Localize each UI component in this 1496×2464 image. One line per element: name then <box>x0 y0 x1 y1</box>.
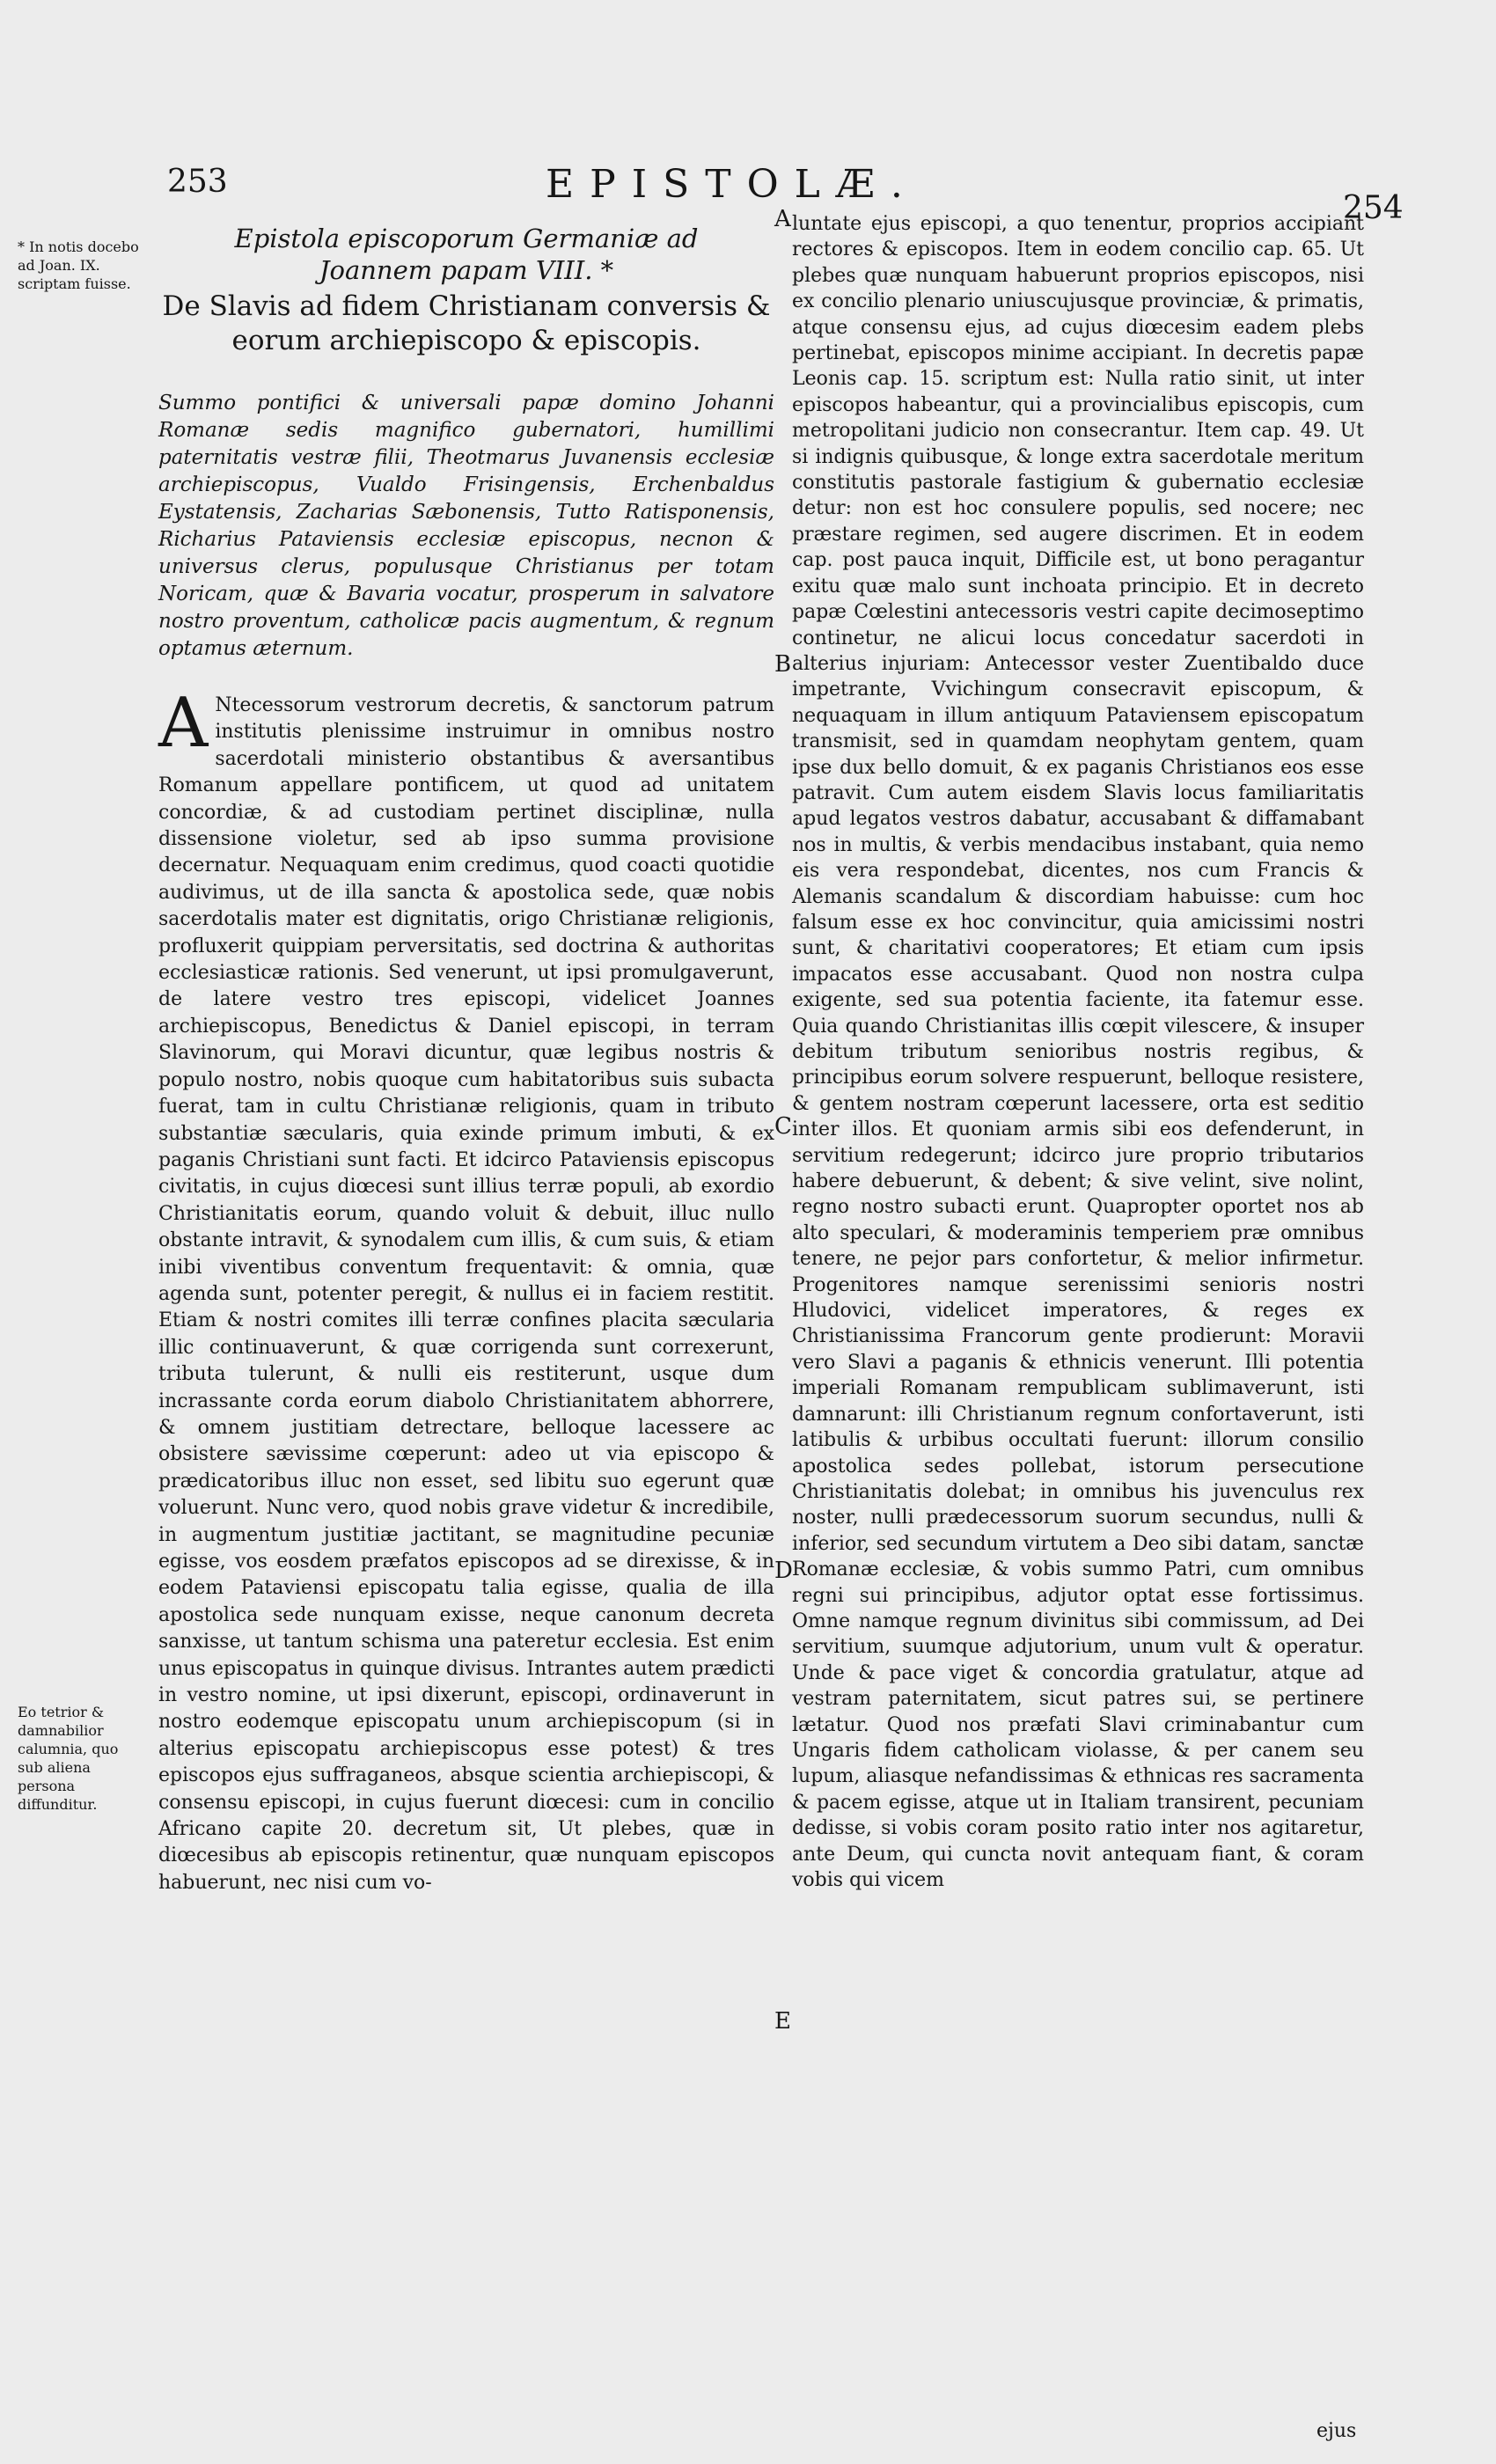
left-body-content: Ntecessorum vestrorum decretis, & sanctorum patrum institutis plenissime instruimur in omnibus nostro sacerdotali ministerio obstantibus & aversantibus Romanum appellare pontificem, ut quod ad unitatem concordiæ, & ad custodiam pertinet disciplinæ, nulla dissensione violetur, sed ab ipso summa provisione decernatur. Nequaquam enim credimus, quod coacti quotidie audivimus, ut de illa sancta & apostolica sede, quæ nobis sacerdotalis mater est dignitatis, origo Christianæ religionis, profluxerit quippiam perversitatis, sed doctrina & authoritas ecclesiasticæ rationis. Sed venerunt, ut ipsi promulgaverunt, de latere vestro tres episcopi, videlicet Joannes archiepiscopus, Benedictus & Daniel episcopi, in terram Slavinorum, qui Moravi dicuntur, quæ legibus nostris & populo nostro, nobis quoque cum habitatoribus suis subacta fuerat, tam in cultu Christianæ religionis, quam in tributo substantiæ sæcularis, quia exinde primum imbuti, & ex paganis Christiani sunt facti. Et idcirco Pataviensis episcopus civitatis, in cujus diœcesi sunt illius terræ populi, ab exordio Christianitatis eorum, quando voluit & debuit, illuc nullo obstante intravit, & synodalem cum illis, & cum suis, & etiam inibi viventibus conventum frequentavit: & omnia, quæ agenda sunt, potenter peregit, & nullus ei in faciem restitit. Etiam & nostri comites illi terræ confines placita sæcularia illic continuaverunt, & quæ corrigenda sunt correxerunt, tributa tulerunt, & nulli eis restiterunt, usque dum incrassante corda eorum diabolo Christianitatem abhorrere, & omnem justitiam detrectare, belloque lacessere ac obsistere sævissime cœperunt: adeo ut via episcopo & prædicatoribus illuc non esset, sed libitu suo egerunt quæ voluerunt. Nunc vero, quod nobis grave videtur & incredibile, in augmentum justitiæ jactitant, se magnitudine pecuniæ egisse, vos eosdem præfatos episcopos ad se direxisse, & in eodem Pataviensi episcopatu talia egisse, qualia de illa apostolica sede nunquam exisse, neque canonum decreta sanxisse, ut tantum schisma una pateretur ecclesia. Est enim unus episcopatus in quinque divisus. Intrantes autem prædicti in vestro nomine, ut ipsi dixerunt, episcopi, ordinaverunt in nostro eodemque episcopatu unum archiepiscopum (si in alterius episcopatu archiepiscopus esse potest) & tres episcopos ejus suffraganeos, absque scientia archiepiscopi, & consensu episcopi, in cujus fuerunt diœcesi: cum in concilio Africano capite 20. decretum sit, Ut plebes, quæ in diœcesibus ab episcopis retinentur, quæ nunquam episcopos habuerunt, nec nisi cum vo- <box>158 694 774 1894</box>
running-title: EPISTOLÆ. <box>546 162 919 207</box>
letter-subtitle: Epistola episcoporum Germaniæ ad Joannem papam VIII. * <box>234 224 699 285</box>
left-body-text <box>158 684 774 1896</box>
left-column <box>158 216 774 1896</box>
right-column <box>792 211 1364 1893</box>
section-marker-e: E <box>774 2008 791 2035</box>
section-marker-a: A <box>774 206 791 232</box>
drop-cap: A <box>158 684 209 763</box>
right-body-text: luntate ejus episcopi, a quo tenentur, proprios accipiant rectores & episcopos. Item in eodem concilio cap. 65. Ut plebes quæ nunquam habuerunt proprios episcopos, nisi ex concilio plenario uniuscujusque provinciæ, & primatis, atque consensu ejus, ad cujus diœcesim eadem plebs pertinebat, episcopos minime accipiant. In decretis papæ Leonis cap. 15. scriptum est: Nulla ratio sinit, ut inter episcopos habeantur, qui a provincialibus episcopis, cum metropolitani judicio non consecrantur. Item cap. 49. Ut si indignis quibusque, & longe extra sacerdotale meritum constitutis pastorale fastigium & gubernatio ecclesiæ detur: non est hoc consulere populis, sed nocere; nec præstare regimen, sed augere discrimen. Et in eodem cap. post pauca inquit, Difficile est, ut bono peragantur exitu quæ malo sunt inchoata principio. Et in decreto papæ Cœlestini antecessoris vestri capite decimoseptimo continetur, ne alicui locus concedatur sacerdoti in alterius injuriam: Antecessor vester Zuentibaldo duce impetrante, Vvichingum consecravit episcopum, & nequaquam in illum antiquum Pataviensem episcopatum transmisit, sed in quamdam neophytam gentem, quam ipse dux bello domuit, & ex paganis Christianos eos esse patravit. Cum autem eisdem Slavis locus familiaritatis apud legatos vestros dabatur, accusabant & diffamabant nos in multis, & verbis mendacibus instabant, quia nemo eis vera respondebat, dicentes, nos cum Francis & Alemanis scandalum & discordiam habuisse: cum hoc falsum esse ex hoc convincitur, quia amicissimi nostri sunt, & charitativi cooperatores; Et etiam cum ipsis impacatos esse accusabant. Quod non nostra culpa exigente, sed sua potentia faciente, ita fatemur esse. Quia quando Christianitas illis cœpit vilescere, & insuper debitum tributum senioribus nostris regibus, & principibus eorum solvere respuerunt, belloque resistere, & gentem nostram cœperunt lacessere, orta est seditio inter illos. Et quoniam armis sibi eos defenderunt, in servitium redegerunt; idcirco jure proprio tributarios habere debuerunt, & debent; & sive velint, sive nolint, regno nostro subacti erunt. Quapropter oportet nos ab alto speculari, & moderaminis temperiem præ omnibus tenere, ne pejor pars confortetur, & melior infirmetur. Progenitores namque serenissimi senioris nostri Hludovici, videlicet imperatores, & reges ex Christianissima Francorum gente prodierunt: Moravii vero Slavi a paganis & ethnicis venerunt. Illi potentia imperiali Romanam rempublicam sublimaverunt, isti damnarunt: illi Christianum regnum confortaverunt, isti latibulis & urbibus occultati fuerunt: illorum consilio apostolica sedes pollebat, istorum persecutione Christianitatis dolebat; in omnibus his juvenculus rex noster, nulli prædecessorum suorum secundus, nulli & inferior, sed secundum virtutem a Deo sibi datam, sanctæ Romanæ ecclesiæ, & vobis summo Patri, cum omnibus regni sui principibus, adjutor optat esse fortissimus. Omne namque regnum divinitus sibi commissum, ad Dei servitium, suumque adjutorium, unum vult & operatur. Unde & pace viget & concordia gratulatur, atque ad vestram paternitatem, sicut patres sui, se pertinere lætatur. Quod nos præfati Slavi criminabantur cum Ungaris fidem catholicam violasse, & per canem seu lupum, aliasque nefandissimas & ethnicas res sacramenta & pacem egisse, atque ut in Italiam transirent, pecuniam dedisse, si vobis coram posito ratio inter nos agitaretur, ante Deum, qui cuncta novit antequam fiant, & coram vobis qui vicem <box>792 213 1364 1891</box>
letter-salutation: Summo pontifici & universali papæ domino Johanni Romanæ sedis magnifico gubernatori, humillimi paternitatis vestræ filii, Theotmarus Juvanensis ecclesiæ archiepiscopus, Vualdo Frisingensis, Erchenbaldus Eystatensis, Zacharias Sæbonensis, Tutto Ratisponensis, Richarius Pataviensis ecclesiæ episcopus, necnon & universus clerus, populusque Christianus per totam Noricam, quæ & Bavaria vocatur, prosperum in salvatore nostro proventum, catholicæ pacis augmentum, & regnum optamus æternum. <box>158 392 774 660</box>
running-header <box>0 157 1496 226</box>
margin-note-footnote: * In notis docebo ad Joan. IX. scriptam fuisse. <box>18 238 139 292</box>
section-marker-b: B <box>774 651 792 678</box>
page-number-left: 253 <box>167 164 228 200</box>
section-marker-d: D <box>774 1558 793 1584</box>
letter-title: De Slavis ad fidem Christianam conversis & eorum archiepiscopo & episcopis. <box>162 290 771 356</box>
margin-note-calumnia: Eo tetrior & damnabilior calumnia, quo sub aliena persona diffunditur. <box>18 1704 119 1813</box>
page-number-right: 254 <box>1343 190 1404 226</box>
catchword: ejus <box>1316 2420 1357 2442</box>
section-marker-c: C <box>774 1113 792 1140</box>
